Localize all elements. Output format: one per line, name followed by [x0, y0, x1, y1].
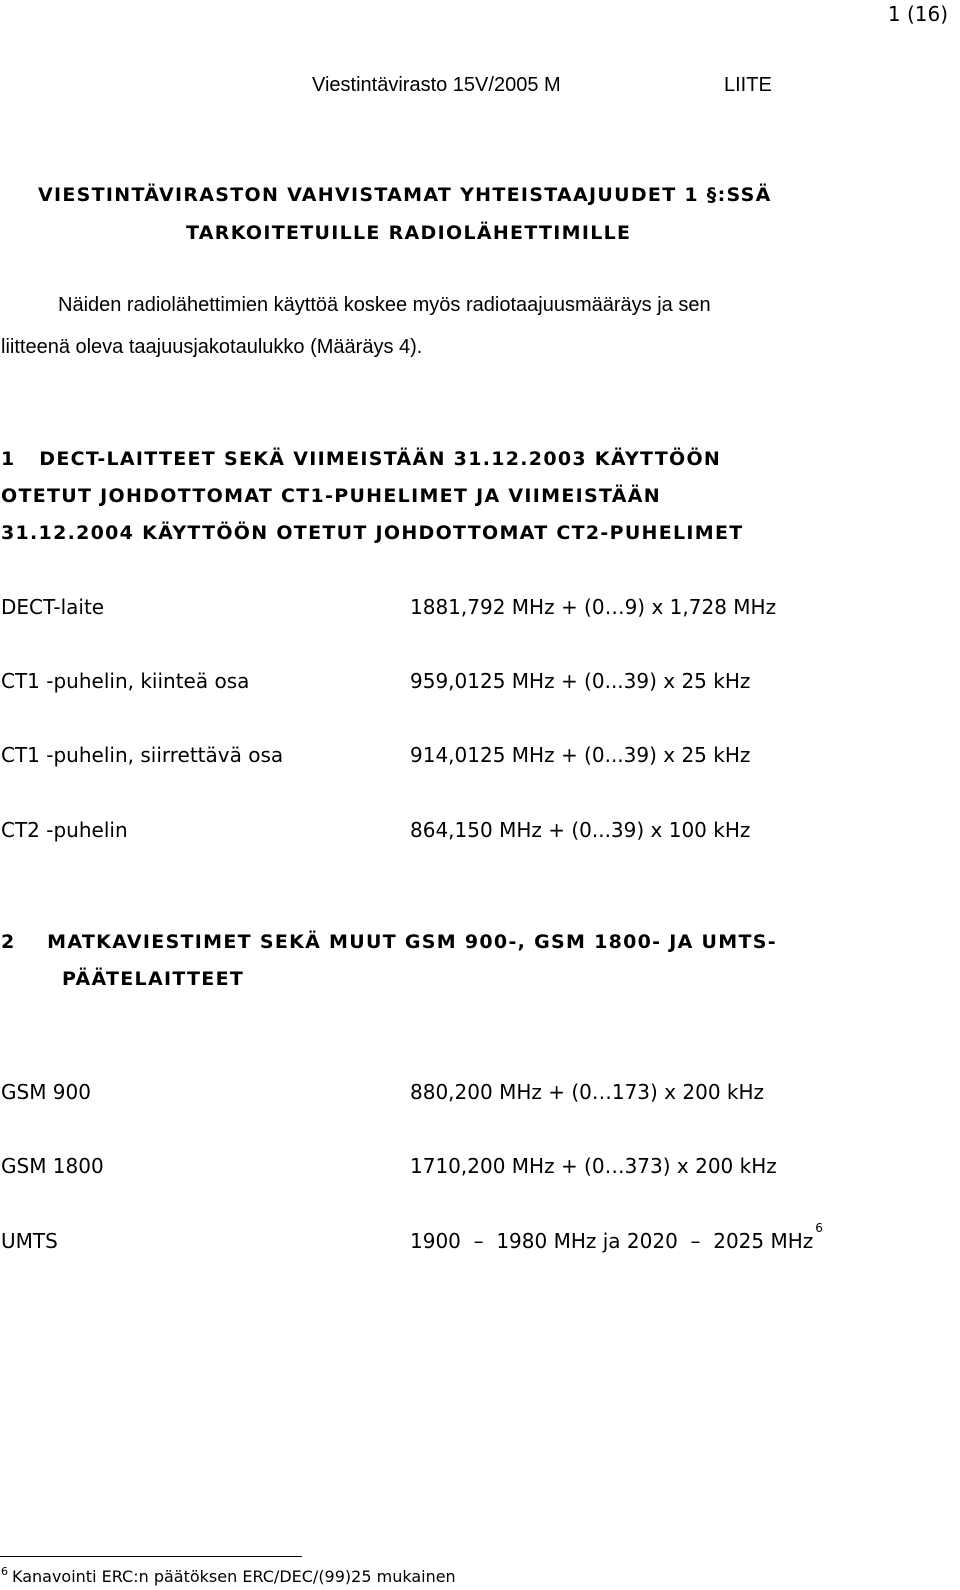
section-2-heading-line-2: PÄÄTELAITTEET: [62, 968, 245, 990]
frequency-row-value: 914,0125 MHz + (0...39) x 25 kHz: [410, 743, 751, 767]
section-2-heading-line-1: 2 MATKAVIESTIMET SEKÄ MUUT GSM 900-, GSM 1800- JA UMTS-: [1, 931, 777, 953]
section-1-heading-line-1: 1 DECT-LAITTEET SEKÄ VIIMEISTÄÄN 31.12.2003 KÄYTTÖÖN: [1, 448, 722, 470]
document-title-line-1: VIESTINTÄVIRASTON VAHVISTAMAT YHTEISTAAJUUDET 1 §:SSÄ: [38, 184, 772, 206]
section-1-heading-line-2: OTETUT JOHDOTTOMAT CT1-PUHELIMET JA VIIMEISTÄÄN: [1, 485, 661, 507]
frequency-row-value: 880,200 MHz + (0…173) x 200 kHz: [410, 1080, 765, 1104]
frequency-row-label: DECT-laite: [1, 595, 105, 619]
footnote-text: Kanavointi ERC:n päätöksen ERC/DEC/(99)25 mukainen: [12, 1567, 456, 1586]
intro-paragraph-line-1: Näiden radiolähettimien käyttöä koskee myös radiotaajuusmääräys ja sen: [58, 294, 711, 316]
frequency-row-label: GSM 1800: [1, 1154, 104, 1178]
intro-paragraph-line-2: liitteenä oleva taajuusjakotaulukko (Määräys 4).: [1, 336, 423, 358]
frequency-row-label: CT2 -puhelin: [1, 818, 128, 842]
frequency-row-value: 1881,792 MHz + (0…9) x 1,728 MHz: [410, 595, 777, 619]
footnote-mark: 6: [1, 1565, 8, 1578]
frequency-row-label: GSM 900: [1, 1080, 91, 1104]
frequency-row-value: [410, 1221, 823, 1253]
frequency-row-label: CT1 -puhelin, kiinteä osa: [1, 669, 250, 693]
umts-frequency-text: 1900 – 1980 MHz ja 2020 – 2025 MHz: [410, 1229, 814, 1253]
frequency-row-value: 1710,200 MHz + (0…373) x 200 kHz: [410, 1154, 777, 1178]
header-appendix-label: LIITE: [724, 74, 772, 96]
header-document-id: Viestintävirasto 15V/2005 M: [312, 74, 561, 96]
footnote: [1, 1567, 456, 1586]
document-title-line-2: TARKOITETUILLE RADIOLÄHETTIMILLE: [186, 222, 632, 244]
page-number: 1 (16): [887, 2, 948, 26]
frequency-row-value: 864,150 MHz + (0...39) x 100 kHz: [410, 818, 751, 842]
frequency-row-label: CT1 -puhelin, siirrettävä osa: [1, 743, 284, 767]
frequency-row-label: UMTS: [1, 1229, 58, 1253]
frequency-row-value: 959,0125 MHz + (0...39) x 25 kHz: [410, 669, 751, 693]
section-1-heading-line-3: 31.12.2004 KÄYTTÖÖN OTETUT JOHDOTTOMAT CT2-PUHELIMET: [1, 522, 744, 544]
footnote-reference: 6: [815, 1221, 823, 1236]
footnote-separator: [0, 1556, 302, 1557]
